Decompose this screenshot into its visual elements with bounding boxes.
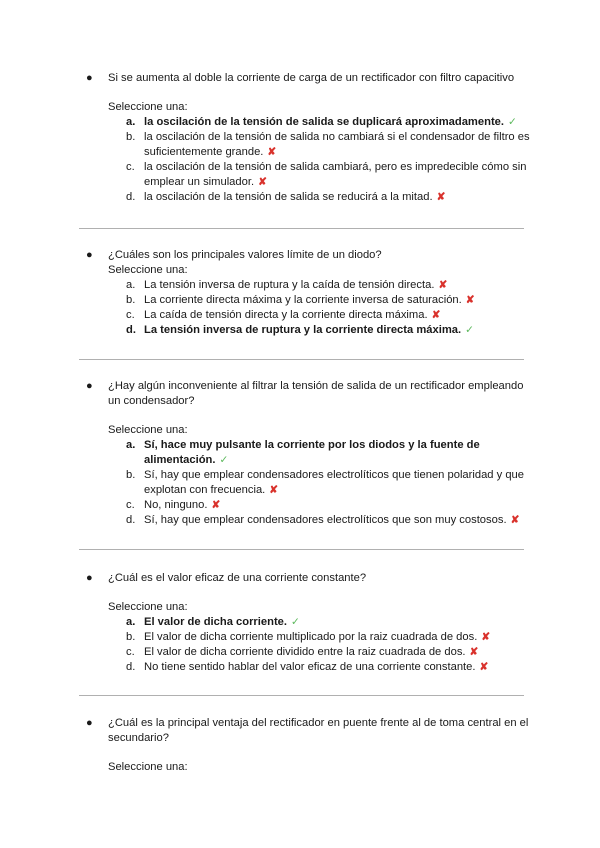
option-a[interactable]: a. El valor de dicha corriente. ✓ [126, 616, 300, 628]
option-d[interactable]: d. La tensión inversa de ruptura y la corriente directa máxima. ✓ [126, 324, 474, 336]
divider [79, 359, 524, 360]
option-d[interactable]: d. No tiene sentido hablar del valor eficaz de una corriente constante. ✘ [126, 661, 489, 673]
check-icon: ✓ [291, 616, 300, 628]
cross-icon: ✘ [269, 484, 279, 496]
question-text: ¿Cuáles son los principales valores límite de un diodo? [108, 249, 382, 261]
question-1 [86, 71, 536, 205]
bullet-icon: ● [86, 72, 93, 84]
bullet-icon: ● [86, 380, 93, 392]
option-b[interactable]: b. El valor de dicha corriente multiplicado por la raiz cuadrada de dos. ✘ [126, 631, 491, 643]
option-c[interactable]: c. No, ninguno. ✘ [126, 499, 221, 511]
question-4 [86, 571, 536, 675]
question-text: Si se aumenta al doble la corriente de carga de un rectificador con filtro capacitivo [108, 72, 515, 84]
cross-icon: ✘ [465, 294, 475, 306]
options-list [86, 278, 536, 338]
option-a[interactable]: a. Sí, hace muy pulsante la corriente por los diodos y la fuente de alimentación. ✓ [126, 439, 480, 466]
options-list [86, 115, 536, 205]
divider [79, 228, 524, 229]
options-list [86, 438, 536, 528]
option-a[interactable]: a. La tensión inversa de ruptura y la caída de tensión directa. ✘ [126, 279, 448, 291]
option-c[interactable]: c. la oscilación de la tensión de salida cambiará, pero es impredecible cómo sin emplear un simulador. ✘ [126, 161, 527, 188]
options-list [86, 615, 536, 675]
question-text: ¿Cuál es la principal ventaja del rectificador en puente frente al de toma central en el secundario? [108, 717, 529, 744]
bullet-icon: ● [86, 572, 93, 584]
cross-icon: ✘ [436, 191, 446, 203]
cross-icon: ✘ [479, 661, 489, 673]
question-2 [86, 248, 536, 338]
question-text: ¿Hay algún inconveniente al filtrar la tensión de salida de un rectificador empleando un condensador? [108, 380, 524, 407]
option-c[interactable]: c. El valor de dicha corriente dividido entre la raiz cuadrada de dos. ✘ [126, 646, 479, 658]
cross-icon: ✘ [211, 499, 221, 511]
option-a[interactable]: a. la oscilación de la tensión de salida se duplicará aproximadamente. ✓ [126, 116, 517, 128]
question-5 [86, 716, 536, 775]
option-c[interactable]: c. La caída de tensión directa y la corriente directa máxima. ✘ [126, 309, 441, 321]
cross-icon: ✘ [267, 146, 277, 158]
cross-icon: ✘ [469, 646, 479, 658]
cross-icon: ✘ [431, 309, 441, 321]
option-d[interactable]: d. Sí, hay que emplear condensadores electrolíticos que son muy costosos. ✘ [126, 514, 520, 526]
cross-icon: ✘ [510, 514, 520, 526]
option-b[interactable]: b. la oscilación de la tensión de salida no cambiará si el condensador de filtro es suficientemente grande. ✘ [126, 131, 530, 158]
cross-icon: ✘ [438, 279, 448, 291]
option-b[interactable]: b. Sí, hay que emplear condensadores electrolíticos que tienen polaridad y que explotan con frecuencia. ✘ [126, 469, 524, 496]
bullet-icon: ● [86, 249, 93, 261]
check-icon: ✓ [219, 454, 229, 466]
divider [79, 695, 524, 696]
cross-icon: ✘ [481, 631, 491, 643]
check-icon: ✓ [465, 324, 474, 336]
option-d[interactable]: d. la oscilación de la tensión de salida se reducirá a la mitad. ✘ [126, 191, 446, 203]
check-icon: ✓ [508, 116, 517, 128]
select-prompt: Seleccione una: [108, 101, 188, 113]
select-prompt: Seleccione una: [108, 264, 188, 276]
select-prompt: Seleccione una: [108, 601, 188, 613]
question-3 [86, 379, 536, 528]
question-text: ¿Cuál es el valor eficaz de una corriente constante? [108, 572, 367, 584]
select-prompt: Seleccione una: [108, 761, 188, 773]
divider [79, 549, 524, 550]
option-b[interactable]: b. La corriente directa máxima y la corriente inversa de saturación. ✘ [126, 294, 475, 306]
cross-icon: ✘ [258, 176, 267, 188]
select-prompt: Seleccione una: [108, 424, 188, 436]
bullet-icon: ● [86, 717, 93, 729]
